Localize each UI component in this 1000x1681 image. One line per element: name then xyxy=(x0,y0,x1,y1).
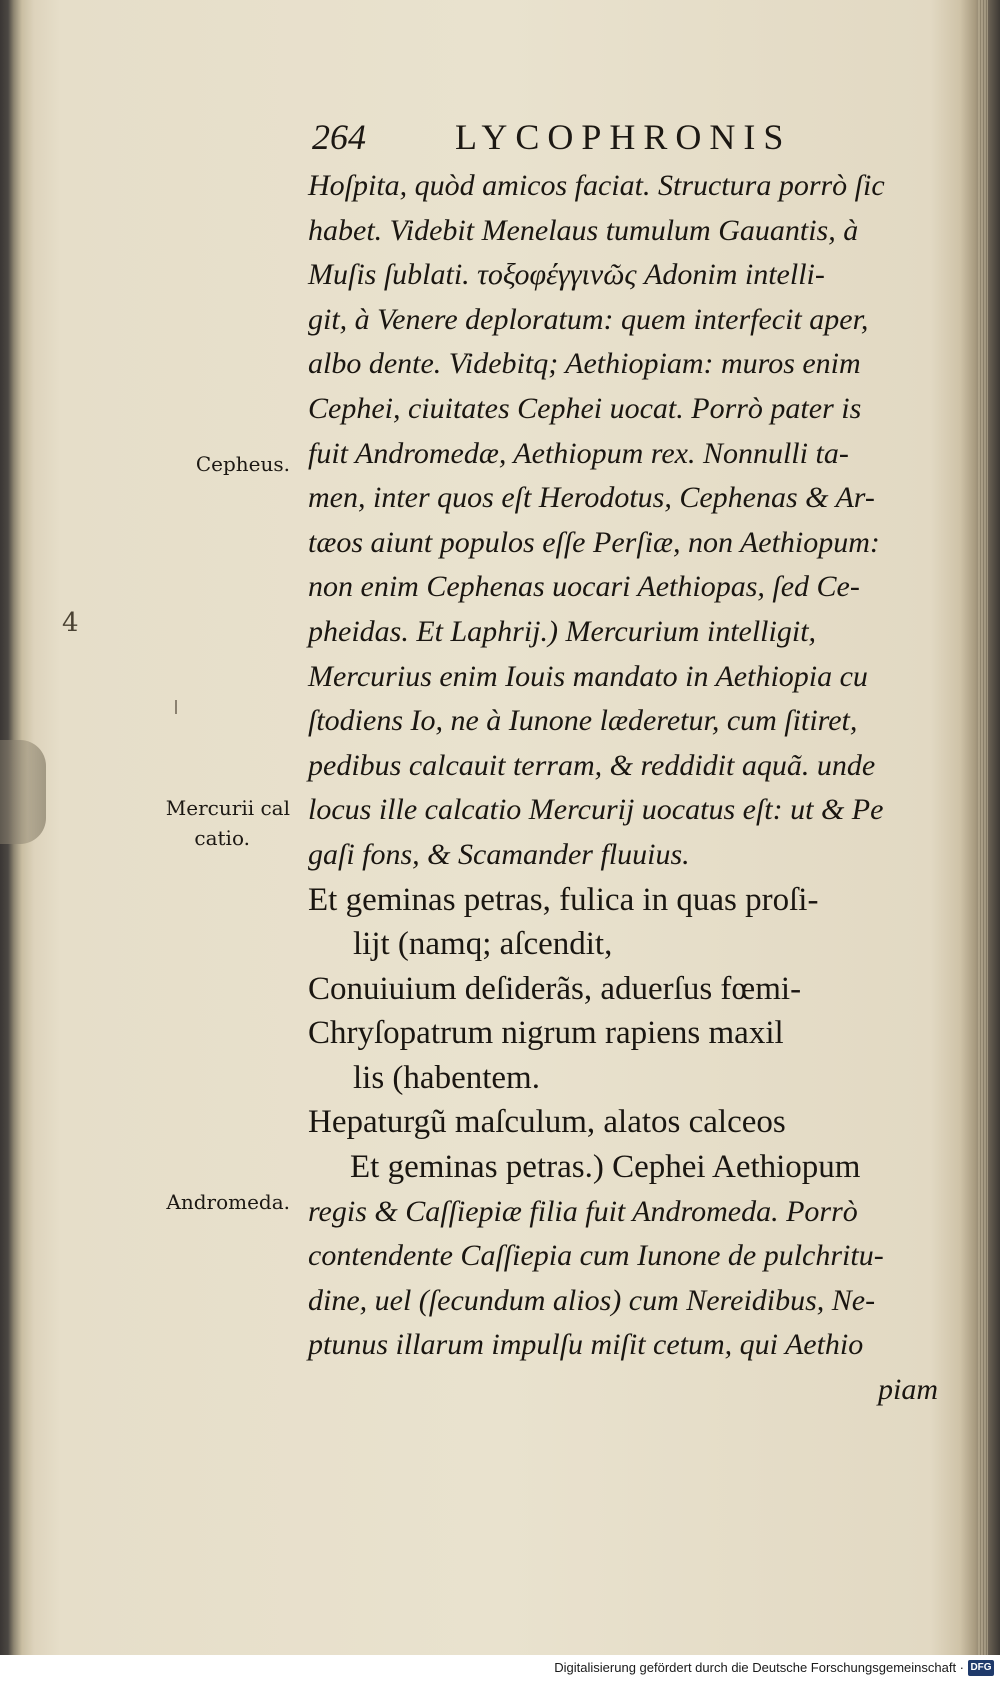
verse-line: lis (habentem. xyxy=(353,1059,540,1096)
text-line: pedibus calcauit terram, & reddidit aquã. unde xyxy=(308,748,876,782)
margin-note-cepheus: Cepheus. xyxy=(195,452,290,476)
text-line: Cephei, ciuitates Cephei uocat. Porrò pater is xyxy=(308,391,862,425)
verse-line: Hepaturgũ maſculum, alatos calceos xyxy=(308,1104,786,1141)
margin-mark: 4 xyxy=(62,608,79,638)
page-number: 264 xyxy=(312,117,366,157)
text-line: Muſis ſublati. τοξοφέγγινῶς Adonim intelli- xyxy=(308,258,825,292)
margin-note-calcatio: catio. xyxy=(194,826,250,850)
verse-line: Conuiuium deſiderãs, aduerſus fœmi- xyxy=(308,970,802,1007)
text-line: non enim Cephenas uocari Aethiopas, ſed Ce- xyxy=(308,570,860,604)
text-line: albo dente. Videbitq; Aethiopiam: muros enim xyxy=(308,347,861,381)
text-line: men, inter quos eſt Herodotus, Cephenas & Ar- xyxy=(308,481,875,515)
text-line: pheidas. Et Laphrij.) Mercurium intelligit, xyxy=(308,614,817,648)
text-line: Mercurius enim Iouis mandato in Aethiopia cu xyxy=(308,659,868,693)
margin-note-andromeda: Andromeda. xyxy=(166,1190,290,1214)
commentary-text xyxy=(308,164,948,1413)
text-line: Hoſpita, quòd amicos faciat. Structura porrò ſic xyxy=(308,169,885,202)
dfg-logo: DFG xyxy=(968,1660,994,1676)
verse-line: Et geminas petras, fulica in quas proſi- xyxy=(308,881,819,918)
footer-bar xyxy=(0,1655,1000,1681)
margin-tick xyxy=(175,700,177,714)
running-header xyxy=(0,116,1000,162)
lemma-line: Et geminas petras.) Cephei Aethiopum xyxy=(350,1149,861,1186)
text-line: regis & Caſſiepiæ filia fuit Andromeda. Porrò xyxy=(308,1194,858,1228)
catchword: piam xyxy=(878,1373,938,1407)
text-line: git, à Venere deploratum: quem interfecit aper, xyxy=(308,302,869,336)
text-line: ſtodiens Io, ne à Iunone læderetur, cum ſitiret, xyxy=(308,704,858,738)
text-line: tæos aiunt populos eſſe Perſiæ, non Aethiopum: xyxy=(308,525,880,559)
text-line: locus ille calcatio Mercurij uocatus eſt: ut & Pe xyxy=(308,793,884,827)
text-line: habet. Videbit Menelaus tumulum Gauantis, à xyxy=(308,213,859,247)
binding-strap xyxy=(0,740,46,844)
text-line: gaſi fons, & Scamander fluuius. xyxy=(308,837,690,871)
page-edge-stack xyxy=(978,0,988,1655)
text-line: fuit Andromedæ, Aethiopum rex. Nonnulli ta- xyxy=(308,436,849,470)
text-line: dine, uel (ſecundum alios) cum Nereidibus, Ne- xyxy=(308,1283,876,1317)
verse-line: lijt (namq; aſcendit, xyxy=(353,926,613,963)
running-title: LYCOPHRONIS xyxy=(455,117,792,157)
verse-line: Chryſopatrum nigrum rapiens maxil xyxy=(308,1015,784,1052)
text-line: ptunus illarum impulſu miſit cetum, qui Aethio xyxy=(308,1328,864,1362)
funding-credit: Digitalisierung gefördert durch die Deutsche Forschungsgemeinschaft · xyxy=(554,1660,964,1675)
text-line: contendente Caſſiepia cum Iunone de pulchritu- xyxy=(308,1239,884,1273)
margin-note-mercurii: Mercurii cal xyxy=(165,796,290,820)
